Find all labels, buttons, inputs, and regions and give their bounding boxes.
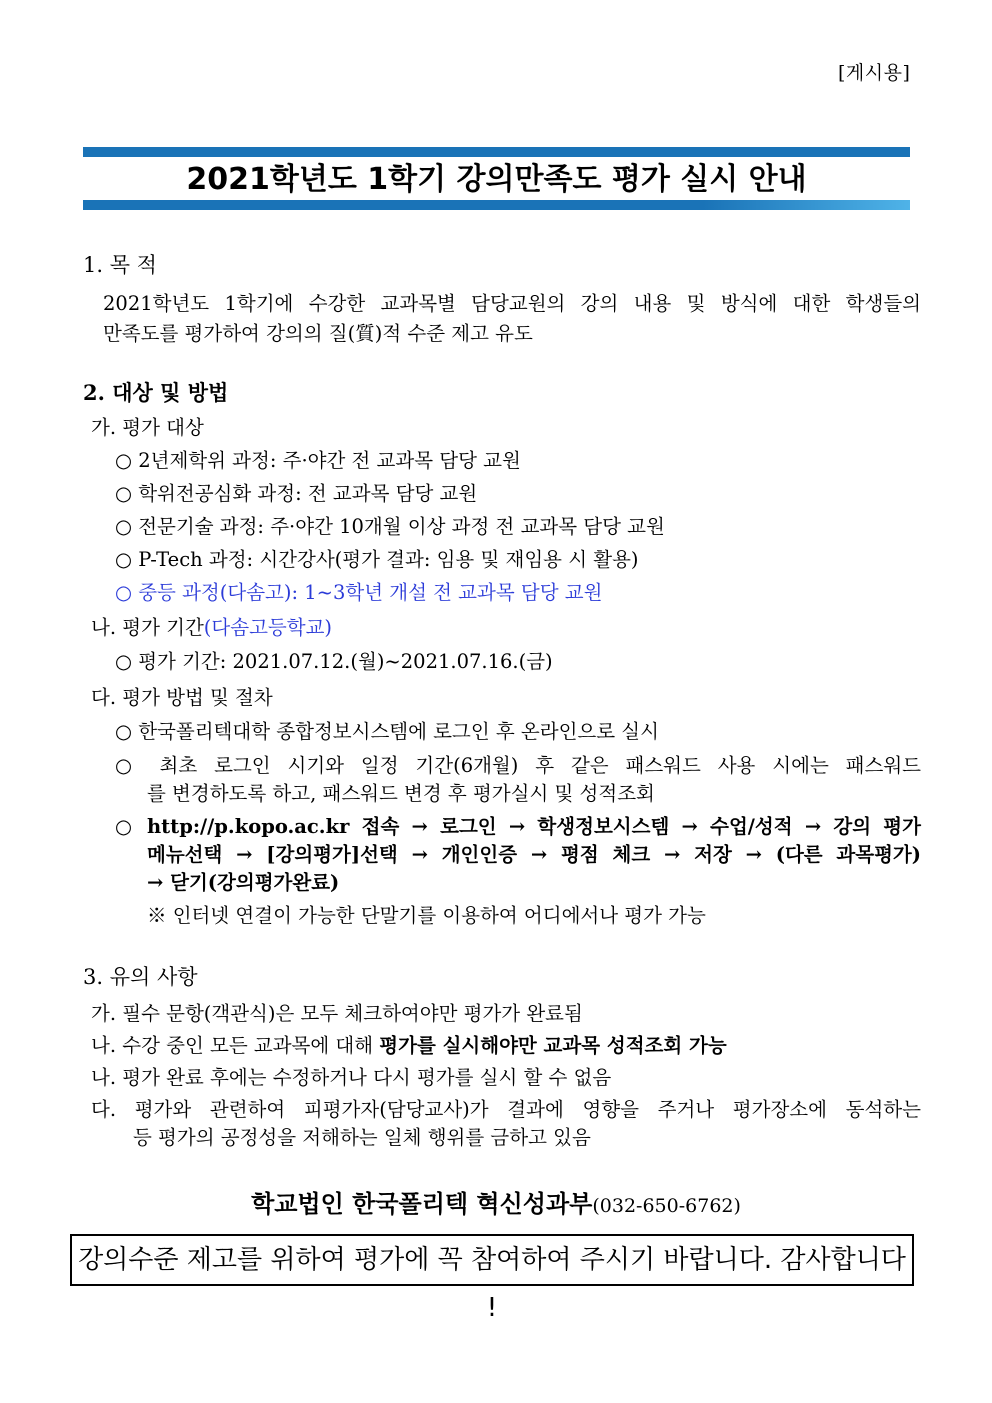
target-item-2: ○ 학위전공심화 과정: 전 교과목 담당 교원 xyxy=(115,482,478,505)
purpose-line-2: 만족도를 평가하여 강의의 질(質)적 수준 제고 유도 xyxy=(103,322,533,345)
method-item-3-bullet: ○ xyxy=(115,815,133,838)
issuer-name: 학교법인 한국폴리텍 혁신성과부 xyxy=(251,1190,593,1218)
target-subheading: 가. 평가 대상 xyxy=(91,416,204,439)
method-item-3-line-3: → 닫기(강의평가완료) xyxy=(147,871,340,894)
title-bar-bottom xyxy=(83,200,910,210)
method-item-2-line-2: 를 변경하도록 하고, 패스워드 변경 후 평가실시 및 성적조회 xyxy=(147,782,655,805)
target-item-3: ○ 전문기술 과정: 주·야간 10개월 이상 과정 전 교과목 담당 교원 xyxy=(115,515,665,538)
caution-2-text: 나. 수강 중인 모든 교과목에 대해 xyxy=(91,1034,380,1057)
title-bar-top xyxy=(83,147,910,157)
period-school: (다솜고등학교) xyxy=(203,616,333,639)
section-1-heading: 1. 목 적 xyxy=(83,253,157,277)
target-item-4: ○ P-Tech 과정: 시간강사(평가 결과: 임용 및 재임용 시 활용) xyxy=(115,548,639,571)
section-2-heading: 2. 대상 및 방법 xyxy=(83,380,229,405)
caution-2 xyxy=(91,1032,727,1060)
posting-tag: [게시용] xyxy=(838,62,911,84)
method-item-3-line-1: http://p.kopo.ac.kr 접속 → 로그인 → 학생정보시스템 → 수업/성적 → 강의 평가 xyxy=(147,815,921,838)
purpose-line-1: 2021학년도 1학기에 수강한 교과목별 담당교원의 강의 내용 및 방식에 대한 학생들의 xyxy=(103,292,921,315)
method-item-1: ○ 한국폴리텍대학 종합정보시스템에 로그인 후 온라인으로 실시 xyxy=(115,720,659,743)
caution-2-emphasis: 평가를 실시해야만 교과목 성적조회 가능 xyxy=(379,1034,727,1057)
target-item-1: ○ 2년제학위 과정: 주·야간 전 교과목 담당 교원 xyxy=(115,449,521,472)
target-item-5: ○ 중등 과정(다솜고): 1~3학년 개설 전 교과목 담당 교원 xyxy=(115,581,603,604)
section-3-heading: 3. 유의 사항 xyxy=(83,965,198,989)
caution-4-line-2: 등 평가의 공정성을 저해하는 일체 행위를 금하고 있음 xyxy=(133,1126,591,1149)
caution-3: 나. 평가 완료 후에는 수정하거나 다시 평가를 실시 할 수 없음 xyxy=(91,1066,612,1089)
period-subheading xyxy=(91,614,332,642)
issuer xyxy=(0,1184,992,1219)
method-item-2-line-1: ○ 최초 로그인 시기와 일정 기간(6개월) 후 같은 패스워드 사용 시에는 패스워드 xyxy=(115,754,921,777)
caution-4-line-1: 다. 평가와 관련하여 피평가자(담당교사)가 결과에 영향을 주거나 평가장소에 동석하는 xyxy=(91,1098,921,1121)
closing-message-box: 강의수준 제고를 위하여 평가에 꼭 참여하여 주시기 바랍니다. 감사합니다 ! xyxy=(70,1234,914,1286)
method-item-3-line-2: 메뉴선택 → [강의평가]선택 → 개인인증 → 평점 체크 → 저장 → (다른 과목평가) xyxy=(147,843,921,866)
period-label: 나. 평가 기간 xyxy=(91,616,204,639)
period-item: ○ 평가 기간: 2021.07.12.(월)~2021.07.16.(금) xyxy=(115,650,553,673)
issuer-phone: (032-650-6762) xyxy=(592,1195,741,1217)
page-title: 2021학년도 1학기 강의만족도 평가 실시 안내 xyxy=(186,162,807,197)
method-subheading: 다. 평가 방법 및 절차 xyxy=(91,686,273,709)
method-note: ※ 인터넷 연결이 가능한 단말기를 이용하여 어디에서나 평가 가능 xyxy=(147,904,706,927)
caution-1: 가. 필수 문항(객관식)은 모두 체크하여야만 평가가 완료됨 xyxy=(91,1002,583,1025)
